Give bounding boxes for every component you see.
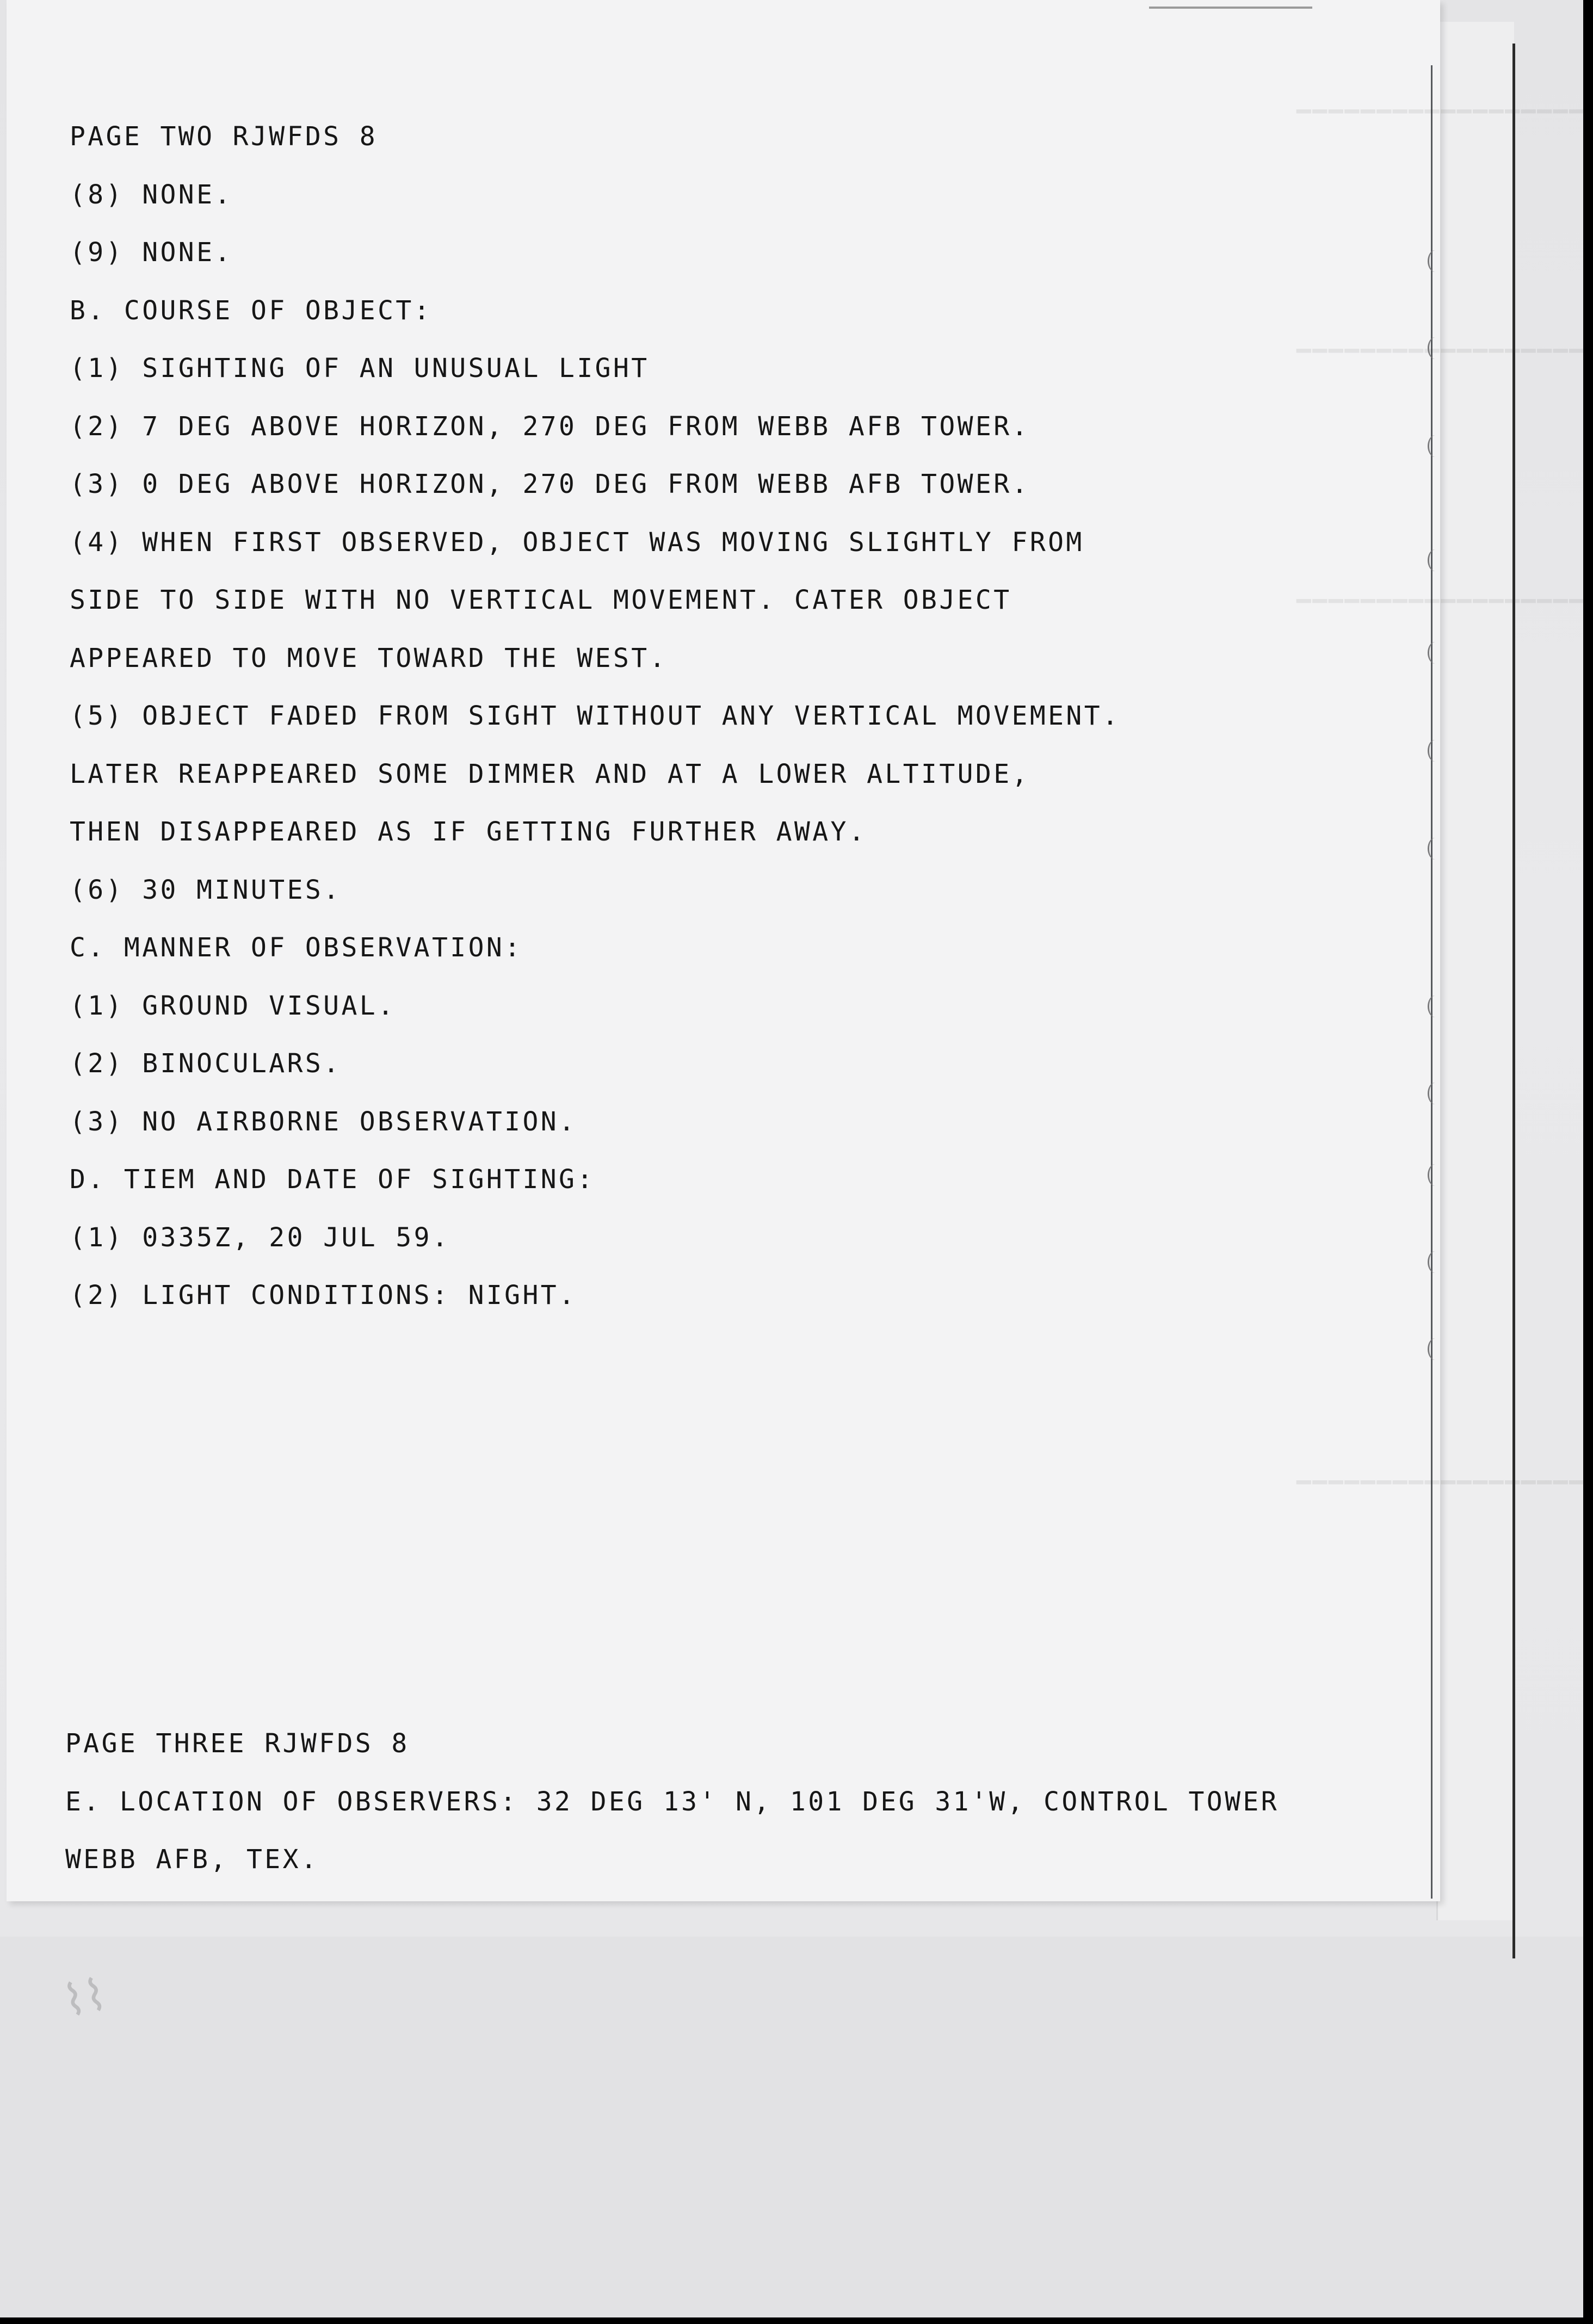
text-line: (2) 7 DEG ABOVE HORIZON, 270 DEG FROM WEBB AFB TOWER. [70, 411, 1030, 442]
bleed-through-mark: ━━━━━━━━━━━━━━━━━━ [1295, 98, 1584, 126]
text-line: LATER REAPPEARED SOME DIMMER AND AT A LOWER ALTITUDE, [70, 758, 1030, 789]
bleed-through-mark: ━━━━━━━━━━━━━━━━━━ [1295, 337, 1584, 365]
feed-hole-mark [1428, 1338, 1442, 1360]
text-line: D. TIEM AND DATE OF SIGHTING: [70, 1164, 595, 1195]
feed-hole-mark [1428, 1251, 1442, 1273]
page-two-text-block [70, 108, 1397, 1325]
underlying-sheet-edge [1436, 22, 1514, 1920]
text-line: (6) 30 MINUTES. [70, 874, 342, 905]
text-line: (4) WHEN FIRST OBSERVED, OBJECT WAS MOVING SLIGHTLY FROM [70, 527, 1084, 558]
text-line: PAGE TWO RJWFDS 8 [70, 121, 378, 152]
text-line: THEN DISAPPEARED AS IF GETTING FURTHER AWAY. [70, 817, 867, 847]
feed-hole-mark [1428, 435, 1442, 457]
text-line: WEBB AFB, TEX. [65, 1844, 319, 1875]
feed-hole-mark [1428, 740, 1442, 762]
text-line: (3) NO AIRBORNE OBSERVATION. [70, 1106, 577, 1137]
text-line: (2) BINOCULARS. [70, 1048, 342, 1079]
text-line: E. LOCATION OF OBSERVERS: 32 DEG 13' N, 101 DEG 31'W, CONTROL TOWER [65, 1786, 1279, 1817]
text-line: PAGE THREE RJWFDS 8 [65, 1728, 410, 1759]
text-line: (1) GROUND VISUAL. [70, 990, 396, 1021]
feed-hole-mark [1428, 549, 1442, 571]
text-line: APPEARED TO MOVE TOWARD THE WEST. [70, 642, 668, 673]
feed-hole-mark [1428, 996, 1442, 1017]
feed-hole-mark [1428, 1164, 1442, 1186]
lower-background-band [0, 1937, 1583, 2317]
handwritten-scribble: ⌇⌇ [58, 1968, 111, 2027]
feed-hole-mark [1428, 1083, 1442, 1104]
text-line: (5) OBJECT FADED FROM SIGHT WITHOUT ANY VERTICAL MOVEMENT. [70, 701, 1121, 731]
bleed-through-mark: ━━━━━━━━━━━━━━━━━━ [1295, 1469, 1584, 1497]
bleed-through-mark: ━━━━━━━━━━━━━━━━━━ [1295, 588, 1584, 615]
text-line: (1) SIGHTING OF AN UNUSUAL LIGHT [70, 353, 650, 384]
feed-hole-mark [1428, 838, 1442, 860]
top-edge-mark [1149, 7, 1312, 9]
text-line: (9) NONE. [70, 237, 233, 268]
text-line: SIDE TO SIDE WITH NO VERTICAL MOVEMENT. CATER OBJECT [70, 585, 1012, 615]
text-line: (2) LIGHT CONDITIONS: NIGHT. [70, 1280, 577, 1311]
text-line: C. MANNER OF OBSERVATION: [70, 932, 523, 963]
feed-hole-mark [1428, 250, 1442, 272]
text-line: (8) NONE. [70, 179, 233, 210]
feed-hole-mark [1428, 337, 1442, 359]
text-line: B. COURSE OF OBJECT: [70, 295, 432, 326]
text-line: (1) 0335Z, 20 JUL 59. [70, 1222, 450, 1253]
page-three-text-block [65, 1715, 1393, 1889]
feed-hole-mark [1428, 642, 1442, 664]
sheet-edge-line [1512, 44, 1515, 1958]
text-line: (3) 0 DEG ABOVE HORIZON, 270 DEG FROM WEBB AFB TOWER. [70, 469, 1030, 499]
